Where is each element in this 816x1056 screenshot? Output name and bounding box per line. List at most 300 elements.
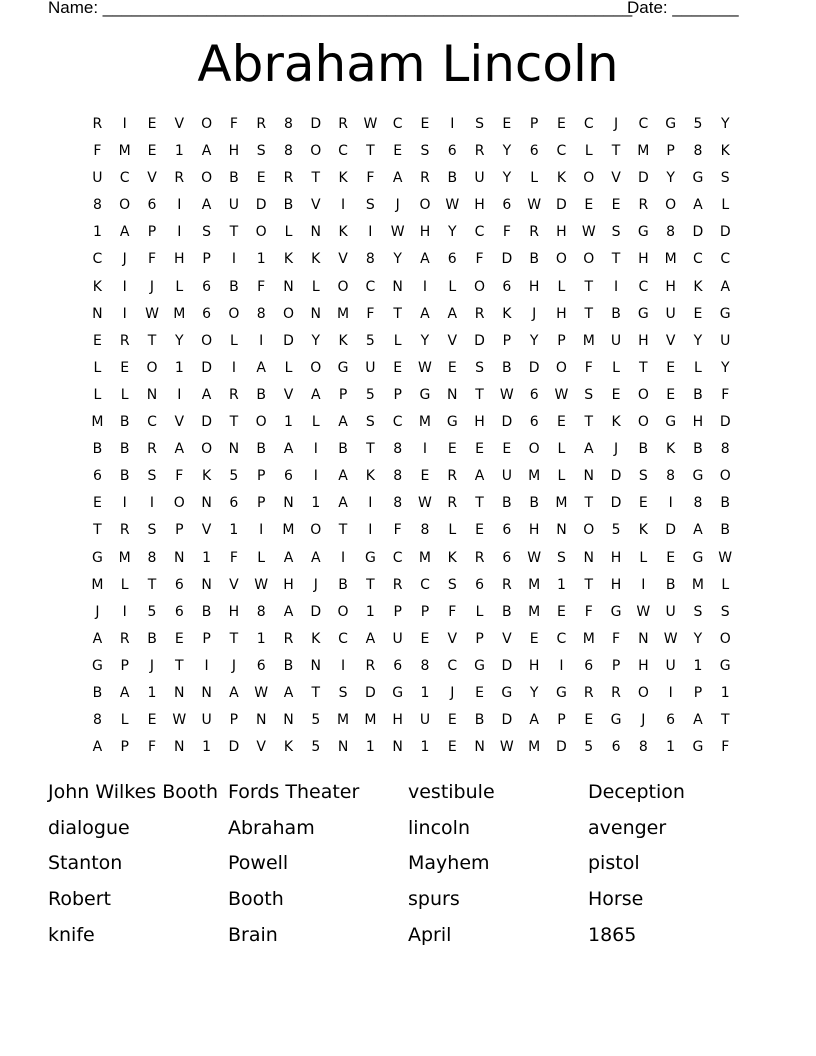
grid-cell: F xyxy=(393,522,403,539)
grid-cell: C xyxy=(583,116,595,132)
grid-cell: I xyxy=(122,278,128,295)
grid-cell: Y xyxy=(693,332,703,349)
grid-cell: R xyxy=(529,224,540,241)
grid-cell: M xyxy=(664,251,678,268)
grid-cell: M xyxy=(364,712,377,729)
grid-cell: U xyxy=(665,305,677,322)
grid-cell: O xyxy=(637,414,650,431)
grid-cell: B xyxy=(529,495,540,512)
grid-cell: U xyxy=(665,657,677,674)
grid-cell: A xyxy=(283,603,294,620)
grid-cell: P xyxy=(120,657,130,674)
grid-cell: R xyxy=(365,657,376,674)
grid-cell: I xyxy=(613,278,619,295)
grid-cell: D xyxy=(310,116,322,132)
word-bank-item: knife xyxy=(48,923,95,946)
grid-cell: I xyxy=(177,197,182,214)
grid-cell: D xyxy=(719,414,732,431)
grid-cell: L xyxy=(694,359,703,376)
grid-cell: T xyxy=(229,224,239,241)
word-bank-item: pistol xyxy=(588,852,640,875)
grid-cell: R xyxy=(474,549,485,566)
grid-cell: A xyxy=(310,386,322,403)
grid-cell: W xyxy=(527,197,542,214)
grid-cell: V xyxy=(256,739,267,756)
grid-cell: D xyxy=(501,251,513,268)
grid-cell: N xyxy=(174,549,186,566)
grid-cell: L xyxy=(284,224,293,241)
date-field-label: Date: _______ xyxy=(627,0,739,17)
grid-cell: I xyxy=(149,495,155,512)
grid-cell: R xyxy=(474,143,485,160)
grid-cell: R xyxy=(92,116,103,132)
grid-cell: C xyxy=(392,549,404,566)
grid-cell: A xyxy=(201,386,212,403)
grid-cell: S xyxy=(693,603,703,620)
grid-cell: N xyxy=(283,495,295,512)
grid-cell: W xyxy=(581,224,597,241)
grid-cell: N xyxy=(310,305,322,322)
grid-cell: I xyxy=(668,495,674,512)
grid-cell: 8 xyxy=(92,712,103,729)
grid-cell: L xyxy=(257,549,266,566)
grid-cell: F xyxy=(502,224,512,241)
grid-cell: B xyxy=(119,414,130,431)
grid-cell: A xyxy=(338,468,349,485)
grid-cell: U xyxy=(201,712,213,729)
grid-cell: 6 xyxy=(447,143,458,160)
grid-cell: K xyxy=(666,441,676,458)
grid-cell: U xyxy=(392,630,404,647)
grid-cell: M xyxy=(118,143,132,160)
grid-cell: B xyxy=(119,468,130,485)
grid-cell: M xyxy=(337,712,350,729)
grid-cell: J xyxy=(395,197,401,214)
grid-cell: C xyxy=(119,170,131,187)
grid-cell: T xyxy=(475,386,485,403)
grid-cell: 1 xyxy=(174,143,185,160)
grid-cell: 1 xyxy=(420,684,430,701)
grid-cell: F xyxy=(229,549,239,566)
grid-cell: N xyxy=(174,739,186,756)
grid-cell: G xyxy=(610,712,622,729)
word-bank-item: dialogue xyxy=(48,816,130,839)
grid-cell: 1 xyxy=(92,224,103,241)
grid-cell: Y xyxy=(502,170,512,187)
grid-cell: O xyxy=(637,684,650,701)
grid-cell: T xyxy=(393,305,403,322)
grid-cell: Y xyxy=(529,684,539,701)
grid-cell: 1 xyxy=(256,630,267,647)
grid-cell: I xyxy=(204,657,210,674)
grid-cell: R xyxy=(119,630,131,647)
grid-row xyxy=(84,301,739,328)
grid-cell: F xyxy=(721,739,730,756)
grid-cell: G xyxy=(719,657,732,674)
grid-cell: A xyxy=(693,522,704,539)
grid-cell: P xyxy=(475,630,485,647)
word-bank-item: Fords Theater xyxy=(228,781,360,803)
grid-cell: B xyxy=(283,657,294,674)
grid-cell: I xyxy=(341,549,346,566)
grid-cell: I xyxy=(450,116,455,132)
grid-cell: V xyxy=(310,197,322,214)
grid-row xyxy=(84,246,739,273)
grid-cell: 6 xyxy=(202,305,212,322)
grid-cell: B xyxy=(338,576,349,593)
grid-cell: M xyxy=(91,414,104,431)
grid-cell: R xyxy=(119,332,131,349)
grid-cell: O xyxy=(719,630,732,647)
grid-cell: 1 xyxy=(420,739,430,756)
grid-cell: H xyxy=(610,576,622,593)
grid-cell: N xyxy=(201,684,213,701)
grid-cell: 6 xyxy=(502,549,512,566)
grid-cell: S xyxy=(584,386,594,403)
grid-cell: 1 xyxy=(284,414,294,431)
grid-cell: 5 xyxy=(584,739,594,756)
grid-cell: I xyxy=(559,657,565,674)
word-bank xyxy=(48,776,768,954)
grid-cell: V xyxy=(283,386,294,403)
grid-cell: O xyxy=(201,116,213,132)
grid-cell: J xyxy=(613,116,619,132)
grid-cell: A xyxy=(174,441,185,458)
grid-cell: B xyxy=(693,386,704,403)
grid-cell: W xyxy=(499,739,515,756)
grid-cell: J xyxy=(149,278,155,295)
grid-cell: T xyxy=(147,332,157,349)
grid-cell: K xyxy=(365,468,376,485)
grid-cell: E xyxy=(529,630,540,647)
grid-cell: R xyxy=(283,630,294,647)
grid-row xyxy=(84,680,739,707)
grid-cell: B xyxy=(720,495,731,512)
grid-cell: R xyxy=(501,576,513,593)
grid-cell: E xyxy=(584,712,594,729)
grid-cell: 1 xyxy=(256,251,267,268)
grid-cell: 6 xyxy=(174,576,185,593)
grid-cell: E xyxy=(584,197,594,214)
grid-cell: B xyxy=(720,522,731,539)
grid-cell: F xyxy=(257,278,266,295)
grid-cell: E xyxy=(256,170,267,187)
grid-cell: N xyxy=(201,495,213,512)
grid-cell: 6 xyxy=(529,143,540,160)
grid-cell: J xyxy=(95,603,100,620)
grid-cell: G xyxy=(610,603,622,620)
grid-cell: N xyxy=(283,278,295,295)
grid-cell: E xyxy=(475,684,485,701)
grid-cell: O xyxy=(255,414,268,431)
grid-cell: W xyxy=(145,305,160,322)
grid-cell: W xyxy=(718,549,733,566)
grid-cell: H xyxy=(692,414,704,431)
grid-cell: 1 xyxy=(202,549,212,566)
grid-cell: A xyxy=(693,197,704,214)
grid-cell: K xyxy=(92,278,103,295)
grid-cell: N xyxy=(228,441,240,458)
grid-cell: S xyxy=(147,468,157,485)
grid-cell: U xyxy=(501,468,513,485)
grid-cell: O xyxy=(119,197,131,214)
grid-cell: 8 xyxy=(256,603,267,620)
grid-cell: 8 xyxy=(284,116,294,132)
grid-cell: M xyxy=(91,576,104,593)
grid-cell: U xyxy=(228,197,240,214)
grid-cell: C xyxy=(392,116,404,132)
grid-row xyxy=(84,111,739,138)
grid-cell: E xyxy=(393,359,403,376)
grid-cell: N xyxy=(447,386,458,403)
grid-cell: E xyxy=(475,522,485,539)
grid-cell: A xyxy=(447,305,458,322)
grid-cell: 1 xyxy=(202,739,212,756)
grid-cell: P xyxy=(147,224,157,241)
grid-cell: 5 xyxy=(229,468,239,485)
grid-cell: 1 xyxy=(365,739,376,756)
grid-cell: 6 xyxy=(584,657,594,674)
grid-cell: G xyxy=(392,684,404,701)
grid-cell: N xyxy=(310,224,322,241)
grid-cell: Y xyxy=(529,332,539,349)
grid-cell: K xyxy=(447,549,458,566)
grid-cell: Y xyxy=(393,251,403,268)
grid-cell: R xyxy=(147,441,158,458)
grid-cell: K xyxy=(338,224,349,241)
grid-cell: 5 xyxy=(693,116,703,132)
grid-cell: G xyxy=(337,359,349,376)
grid-cell: A xyxy=(474,468,485,485)
grid-cell: 6 xyxy=(229,495,239,512)
grid-cell: I xyxy=(122,603,128,620)
grid-cell: R xyxy=(229,386,240,403)
grid-cell: K xyxy=(311,251,321,268)
grid-cell: D xyxy=(556,197,568,214)
grid-cell: D xyxy=(474,332,486,349)
grid-cell: M xyxy=(637,143,650,160)
grid-cell: 6 xyxy=(502,197,512,214)
grid-cell: S xyxy=(365,414,376,431)
grid-cell: M xyxy=(282,522,296,539)
grid-cell: B xyxy=(611,305,622,322)
grid-cell: O xyxy=(255,224,268,241)
grid-cell: B xyxy=(256,386,267,403)
grid-cell: O xyxy=(583,251,595,268)
grid-cell: G xyxy=(91,549,104,566)
grid-cell: G xyxy=(692,170,704,187)
grid-cell: D xyxy=(310,603,322,620)
grid-cell: N xyxy=(556,522,568,539)
grid-cell: O xyxy=(719,468,732,485)
grid-cell: P xyxy=(120,739,130,756)
grid-cell: B xyxy=(447,170,458,187)
grid-cell: V xyxy=(502,630,513,647)
grid-cell: V xyxy=(229,576,240,593)
grid-cell: N xyxy=(474,739,486,756)
word-bank-item: Robert xyxy=(48,888,111,911)
grid-cell: E xyxy=(666,549,676,566)
page-title: Abraham Lincoln xyxy=(197,35,619,93)
grid-cell: A xyxy=(283,441,294,458)
grid-cell: W xyxy=(363,116,378,132)
grid-cell: D xyxy=(637,170,650,187)
grid-cell: S xyxy=(420,143,430,160)
grid-cell: G xyxy=(665,414,677,431)
grid-cell: O xyxy=(201,170,213,187)
grid-cell: 1 xyxy=(556,576,567,593)
grid-cell: V xyxy=(447,332,458,349)
grid-cell: W xyxy=(663,630,679,647)
grid-cell: 6 xyxy=(475,576,485,593)
grid-cell: V xyxy=(201,522,212,539)
grid-cell: D xyxy=(501,712,513,729)
grid-cell: B xyxy=(338,441,349,458)
grid-cell: J xyxy=(313,576,319,593)
grid-cell: N xyxy=(310,657,322,674)
grid-cell: Y xyxy=(720,359,730,376)
grid-cell: N xyxy=(392,739,404,756)
grid-cell: 8 xyxy=(92,197,103,214)
word-bank-item: Deception xyxy=(588,781,685,803)
grid-cell: F xyxy=(229,116,239,132)
grid-cell: N xyxy=(174,684,186,701)
grid-cell: 6 xyxy=(393,657,403,674)
grid-cell: G xyxy=(474,657,486,674)
grid-row xyxy=(84,545,739,572)
grid-cell: B xyxy=(229,278,240,295)
grid-cell: S xyxy=(475,116,485,132)
grid-cell: O xyxy=(337,603,350,620)
grid-cell: I xyxy=(368,224,373,241)
grid-cell: I xyxy=(313,441,319,458)
grid-cell: S xyxy=(365,197,376,214)
grid-cell: M xyxy=(418,549,432,566)
grid-cell: E xyxy=(475,441,485,458)
grid-cell: S xyxy=(256,143,267,160)
grid-cell: G xyxy=(719,305,732,322)
grid-cell: P xyxy=(693,684,703,701)
grid-cell: 8 xyxy=(393,468,403,485)
grid-cell: A xyxy=(365,630,376,647)
grid-cell: J xyxy=(532,305,537,322)
grid-cell: C xyxy=(338,143,349,160)
grid-cell: R xyxy=(420,170,431,187)
grid-cell: P xyxy=(393,603,403,620)
grid-cell: 8 xyxy=(693,495,703,512)
grid-cell: H xyxy=(610,549,622,566)
grid-cell: H xyxy=(638,251,650,268)
grid-cell: P xyxy=(338,386,348,403)
word-bank-item: lincoln xyxy=(408,816,470,839)
grid-row xyxy=(84,734,739,761)
grid-cell: 5 xyxy=(311,739,321,756)
grid-cell: C xyxy=(556,143,567,160)
grid-cell: N xyxy=(583,549,595,566)
grid-cell: 6 xyxy=(284,468,294,485)
grid-cell: P xyxy=(611,657,621,674)
grid-cell: R xyxy=(447,468,458,485)
grid-cell: 8 xyxy=(666,468,676,485)
grid-cell: N xyxy=(583,468,595,485)
grid-cell: K xyxy=(283,251,294,268)
grid-cell: I xyxy=(177,224,182,241)
grid-cell: H xyxy=(228,143,240,160)
grid-cell: D xyxy=(228,739,240,756)
grid-cell: T xyxy=(338,522,348,539)
grid-cell: M xyxy=(337,305,350,322)
grid-cell: H xyxy=(392,712,404,729)
grid-cell: T xyxy=(93,522,103,539)
grid-row xyxy=(84,274,739,301)
grid-cell: 6 xyxy=(174,603,185,620)
grid-cell: C xyxy=(638,278,649,295)
grid-cell: K xyxy=(201,468,212,485)
grid-cell: M xyxy=(418,414,432,431)
grid-cell: L xyxy=(229,332,239,349)
grid-cell: K xyxy=(283,739,294,756)
grid-cell: A xyxy=(338,495,349,512)
grid-cell: C xyxy=(338,630,349,647)
grid-cell: O xyxy=(555,359,568,376)
grid-cell: E xyxy=(666,359,676,376)
grid-cell: G xyxy=(665,116,677,132)
grid-cell: C xyxy=(420,576,431,593)
grid-row xyxy=(84,517,739,544)
grid-cell: C xyxy=(474,224,485,241)
grid-cell: H xyxy=(474,414,486,431)
grid-cell: T xyxy=(611,143,621,160)
grid-cell: 5 xyxy=(365,332,376,349)
grid-cell: 6 xyxy=(92,468,103,485)
grid-cell: I xyxy=(122,305,128,322)
grid-cell: I xyxy=(368,495,373,512)
word-bank-item: Stanton xyxy=(48,852,123,875)
grid-cell: 8 xyxy=(393,441,403,458)
grid-cell: G xyxy=(364,549,377,566)
grid-cell: 6 xyxy=(502,522,512,539)
grid-cell: Y xyxy=(420,332,430,349)
grid-cell: L xyxy=(120,386,130,403)
grid-cell: T xyxy=(366,441,376,458)
grid-row xyxy=(84,653,739,680)
grid-cell: S xyxy=(447,576,458,593)
grid-cell: T xyxy=(147,576,157,593)
grid-cell: E xyxy=(447,441,458,458)
grid-cell: J xyxy=(122,251,128,268)
grid-cell: T xyxy=(584,495,594,512)
grid-cell: N xyxy=(92,305,104,322)
grid-cell: I xyxy=(341,197,346,214)
grid-cell: 5 xyxy=(611,522,621,539)
grid-cell: G xyxy=(91,657,104,674)
grid-cell: G xyxy=(692,739,704,756)
grid-cell: S xyxy=(720,603,731,620)
grid-cell: O xyxy=(310,143,322,160)
grid-cell: C xyxy=(720,251,731,268)
grid-cell: E xyxy=(420,630,430,647)
grid-cell: H xyxy=(665,278,677,295)
grid-cell: P xyxy=(256,468,266,485)
grid-cell: B xyxy=(502,495,513,512)
grid-cell: M xyxy=(582,332,596,349)
grid-cell: T xyxy=(611,251,621,268)
grid-cell: P xyxy=(202,251,212,268)
grid-cell: R xyxy=(638,197,649,214)
grid-cell: 8 xyxy=(693,143,703,160)
grid-cell: B xyxy=(529,251,540,268)
grid-cell: E xyxy=(92,495,103,512)
